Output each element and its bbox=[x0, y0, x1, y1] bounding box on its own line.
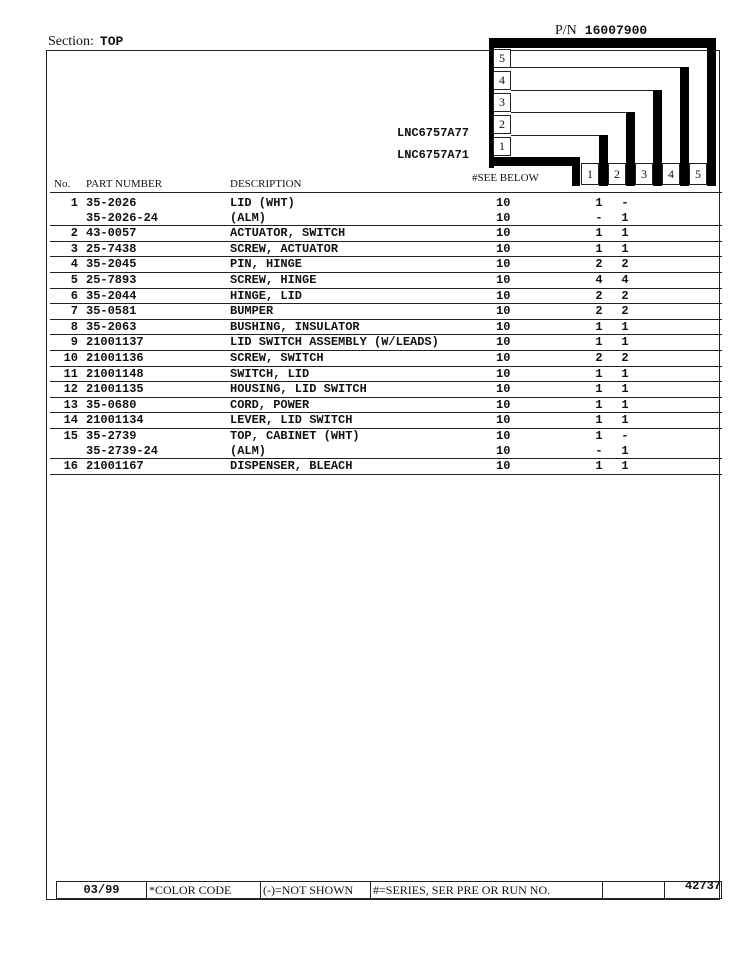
row-number: 1 bbox=[70, 196, 78, 210]
row-number: 13 bbox=[63, 397, 78, 412]
table-row bbox=[50, 382, 722, 398]
table-row bbox=[50, 257, 722, 273]
table-row bbox=[50, 289, 722, 305]
footer-color-code: *COLOR CODE bbox=[147, 882, 261, 898]
qty-col-1: 1 bbox=[595, 226, 603, 241]
stair-bar-bottom-right bbox=[572, 157, 580, 186]
column-header-5: 5 bbox=[689, 163, 707, 185]
see-below: 10 bbox=[496, 443, 511, 458]
part-number-value: 16007900 bbox=[584, 23, 648, 38]
qty-col-1: 1 bbox=[595, 366, 603, 381]
footer-bar bbox=[56, 881, 722, 899]
description: CORD, POWER bbox=[230, 397, 310, 412]
see-below: 10 bbox=[496, 288, 511, 303]
qty-col-1: 1 bbox=[595, 428, 603, 443]
description: BUMPER bbox=[230, 304, 274, 319]
row-number: 6 bbox=[70, 288, 78, 303]
series-box-3: 3 bbox=[493, 93, 511, 112]
stair-line-4 bbox=[511, 90, 653, 91]
qty-col-2: - bbox=[621, 428, 629, 443]
qty-col-1: - bbox=[595, 443, 603, 458]
model-label-a77: LNC6757A77 bbox=[397, 126, 470, 140]
qty-col-2: 1 bbox=[621, 241, 629, 256]
stair-bar-5 bbox=[707, 38, 716, 186]
row-number: 14 bbox=[63, 413, 78, 428]
see-below: 10 bbox=[496, 241, 511, 256]
row-number: 12 bbox=[63, 382, 78, 397]
stair-bar-top bbox=[489, 38, 715, 48]
table-row bbox=[50, 304, 722, 320]
description: LID (WHT) bbox=[230, 196, 295, 210]
row-number: 4 bbox=[70, 257, 78, 272]
see-below: 10 bbox=[496, 196, 511, 210]
section-label: Section: TOP bbox=[48, 34, 124, 49]
stair-bar-2 bbox=[626, 112, 635, 186]
table-row bbox=[50, 429, 722, 444]
description: PIN, HINGE bbox=[230, 257, 303, 272]
see-below: 10 bbox=[496, 304, 511, 319]
stair-line-2 bbox=[511, 135, 599, 136]
footer-series: #=SERIES, SER PRE OR RUN NO. bbox=[371, 882, 603, 898]
header-rule bbox=[50, 192, 722, 193]
qty-col-1: 1 bbox=[595, 241, 603, 256]
footer-not-shown: (-)=NOT SHOWN bbox=[261, 882, 371, 898]
description: ACTUATOR, SWITCH bbox=[230, 226, 346, 241]
see-below: 10 bbox=[496, 459, 511, 474]
part-number: 21001148 bbox=[86, 366, 144, 381]
description: TOP, CABINET (WHT) bbox=[230, 428, 360, 443]
qty-col-2: 1 bbox=[621, 382, 629, 397]
stair-bar-3 bbox=[653, 90, 662, 186]
see-below: 10 bbox=[496, 428, 511, 443]
description: BUSHING, INSULATOR bbox=[230, 319, 360, 334]
table-row bbox=[50, 398, 722, 414]
description: SCREW, HINGE bbox=[230, 272, 317, 287]
part-number: 35-2739 bbox=[86, 428, 137, 443]
row-number: 2 bbox=[70, 226, 78, 241]
qty-col-1: - bbox=[595, 210, 603, 225]
series-box-1: 1 bbox=[493, 137, 511, 156]
column-header-3: 3 bbox=[635, 163, 653, 185]
footer-blank bbox=[603, 882, 665, 898]
stair-bar-4 bbox=[680, 67, 689, 186]
qty-col-2: 1 bbox=[621, 210, 629, 225]
table-row bbox=[50, 351, 722, 367]
row-number: 9 bbox=[70, 335, 78, 350]
qty-col-2: 2 bbox=[621, 304, 629, 319]
see-below: 10 bbox=[496, 257, 511, 272]
qty-col-1: 1 bbox=[595, 319, 603, 334]
part-number: 25-7893 bbox=[86, 272, 137, 287]
row-number: 3 bbox=[70, 241, 78, 256]
description: HOUSING, LID SWITCH bbox=[230, 382, 367, 397]
qty-col-2: 1 bbox=[621, 319, 629, 334]
see-below: 10 bbox=[496, 272, 511, 287]
description: SWITCH, LID bbox=[230, 366, 310, 381]
part-number: 35-2026-24 bbox=[86, 210, 159, 225]
column-header-2: 2 bbox=[608, 163, 626, 185]
stair-line-5 bbox=[511, 67, 680, 68]
table-row bbox=[50, 367, 722, 383]
part-number: 35-2063 bbox=[86, 319, 137, 334]
qty-col-2: 2 bbox=[621, 257, 629, 272]
column-header-4: 4 bbox=[662, 163, 680, 185]
table-row bbox=[50, 242, 722, 258]
header-description: DESCRIPTION bbox=[230, 178, 302, 190]
see-below: 10 bbox=[496, 210, 511, 225]
stair-bar-bottom bbox=[494, 157, 580, 166]
section-value: TOP bbox=[99, 34, 124, 49]
qty-col-2: 2 bbox=[621, 350, 629, 365]
see-below: 10 bbox=[496, 319, 511, 334]
see-below: 10 bbox=[496, 350, 511, 365]
table-row bbox=[50, 320, 722, 336]
qty-col-1: 1 bbox=[595, 459, 603, 474]
qty-col-2: 1 bbox=[621, 397, 629, 412]
see-below: 10 bbox=[496, 413, 511, 428]
part-number: 35-2045 bbox=[86, 257, 137, 272]
table-row bbox=[50, 273, 722, 289]
column-header-1: 1 bbox=[581, 163, 599, 185]
table-row bbox=[50, 413, 722, 429]
see-below: 10 bbox=[496, 382, 511, 397]
see-below: 10 bbox=[496, 397, 511, 412]
qty-col-2: 2 bbox=[621, 288, 629, 303]
part-number-label: P/N 16007900 bbox=[555, 23, 648, 38]
qty-col-1: 2 bbox=[595, 288, 603, 303]
table-row bbox=[50, 226, 722, 242]
part-number: 21001167 bbox=[86, 459, 144, 474]
qty-col-1: 2 bbox=[595, 304, 603, 319]
qty-col-2: 1 bbox=[621, 335, 629, 350]
qty-col-2: 1 bbox=[621, 443, 629, 458]
row-number: 5 bbox=[70, 272, 78, 287]
qty-col-1: 2 bbox=[595, 350, 603, 365]
part-number: 35-0680 bbox=[86, 397, 137, 412]
series-box-5: 5 bbox=[493, 49, 511, 68]
qty-col-2: 4 bbox=[621, 272, 629, 287]
part-number: 21001137 bbox=[86, 335, 144, 350]
table-row bbox=[50, 444, 722, 460]
parts-table bbox=[50, 196, 722, 475]
part-number: 21001134 bbox=[86, 413, 144, 428]
part-number: 35-2026 bbox=[86, 196, 137, 210]
qty-col-2: 1 bbox=[621, 459, 629, 474]
description: SCREW, ACTUATOR bbox=[230, 241, 339, 256]
row-number: 7 bbox=[70, 304, 78, 319]
description: (ALM) bbox=[230, 443, 267, 458]
qty-col-1: 1 bbox=[595, 413, 603, 428]
description: HINGE, LID bbox=[230, 288, 303, 303]
table-row bbox=[50, 196, 722, 211]
row-number: 15 bbox=[63, 428, 78, 443]
qty-col-1: 1 bbox=[595, 382, 603, 397]
qty-col-1: 1 bbox=[595, 196, 603, 210]
series-box-4: 4 bbox=[493, 71, 511, 90]
description: LEVER, LID SWITCH bbox=[230, 413, 353, 428]
qty-col-1: 1 bbox=[595, 397, 603, 412]
header-see-below: #SEE BELOW bbox=[472, 172, 539, 184]
description: LID SWITCH ASSEMBLY (W/LEADS) bbox=[230, 335, 439, 350]
stair-bar-1 bbox=[599, 135, 608, 186]
table-row bbox=[50, 459, 722, 475]
row-number: 8 bbox=[70, 319, 78, 334]
footer-doc-number: 42737 bbox=[684, 879, 721, 893]
qty-col-1: 4 bbox=[595, 272, 603, 287]
see-below: 10 bbox=[496, 366, 511, 381]
row-number: 10 bbox=[63, 350, 78, 365]
row-number: 16 bbox=[63, 459, 78, 474]
series-box-2: 2 bbox=[493, 115, 511, 134]
footer-date: 03/99 bbox=[57, 882, 147, 898]
part-number: 35-2044 bbox=[86, 288, 137, 303]
model-label-a71: LNC6757A71 bbox=[397, 148, 470, 162]
qty-col-2: 1 bbox=[621, 366, 629, 381]
see-below: 10 bbox=[496, 335, 511, 350]
qty-col-1: 2 bbox=[595, 257, 603, 272]
part-number: 43-0057 bbox=[86, 226, 137, 241]
table-row bbox=[50, 335, 722, 351]
table-row bbox=[50, 211, 722, 227]
description: DISPENSER, BLEACH bbox=[230, 459, 353, 474]
part-number: 25-7438 bbox=[86, 241, 137, 256]
qty-col-2: 1 bbox=[621, 226, 629, 241]
part-number: 21001136 bbox=[86, 350, 144, 365]
qty-col-2: 1 bbox=[621, 413, 629, 428]
qty-col-1: 1 bbox=[595, 335, 603, 350]
description: SCREW, SWITCH bbox=[230, 350, 324, 365]
stair-line-3 bbox=[511, 112, 626, 113]
part-number: 35-0581 bbox=[86, 304, 137, 319]
see-below: 10 bbox=[496, 226, 511, 241]
part-number: 21001135 bbox=[86, 382, 144, 397]
header-no: No. bbox=[54, 178, 71, 190]
description: (ALM) bbox=[230, 210, 267, 225]
part-number: 35-2739-24 bbox=[86, 443, 159, 458]
header-part-number: PART NUMBER bbox=[86, 178, 163, 190]
qty-col-2: - bbox=[621, 196, 629, 210]
row-number: 11 bbox=[63, 366, 78, 381]
